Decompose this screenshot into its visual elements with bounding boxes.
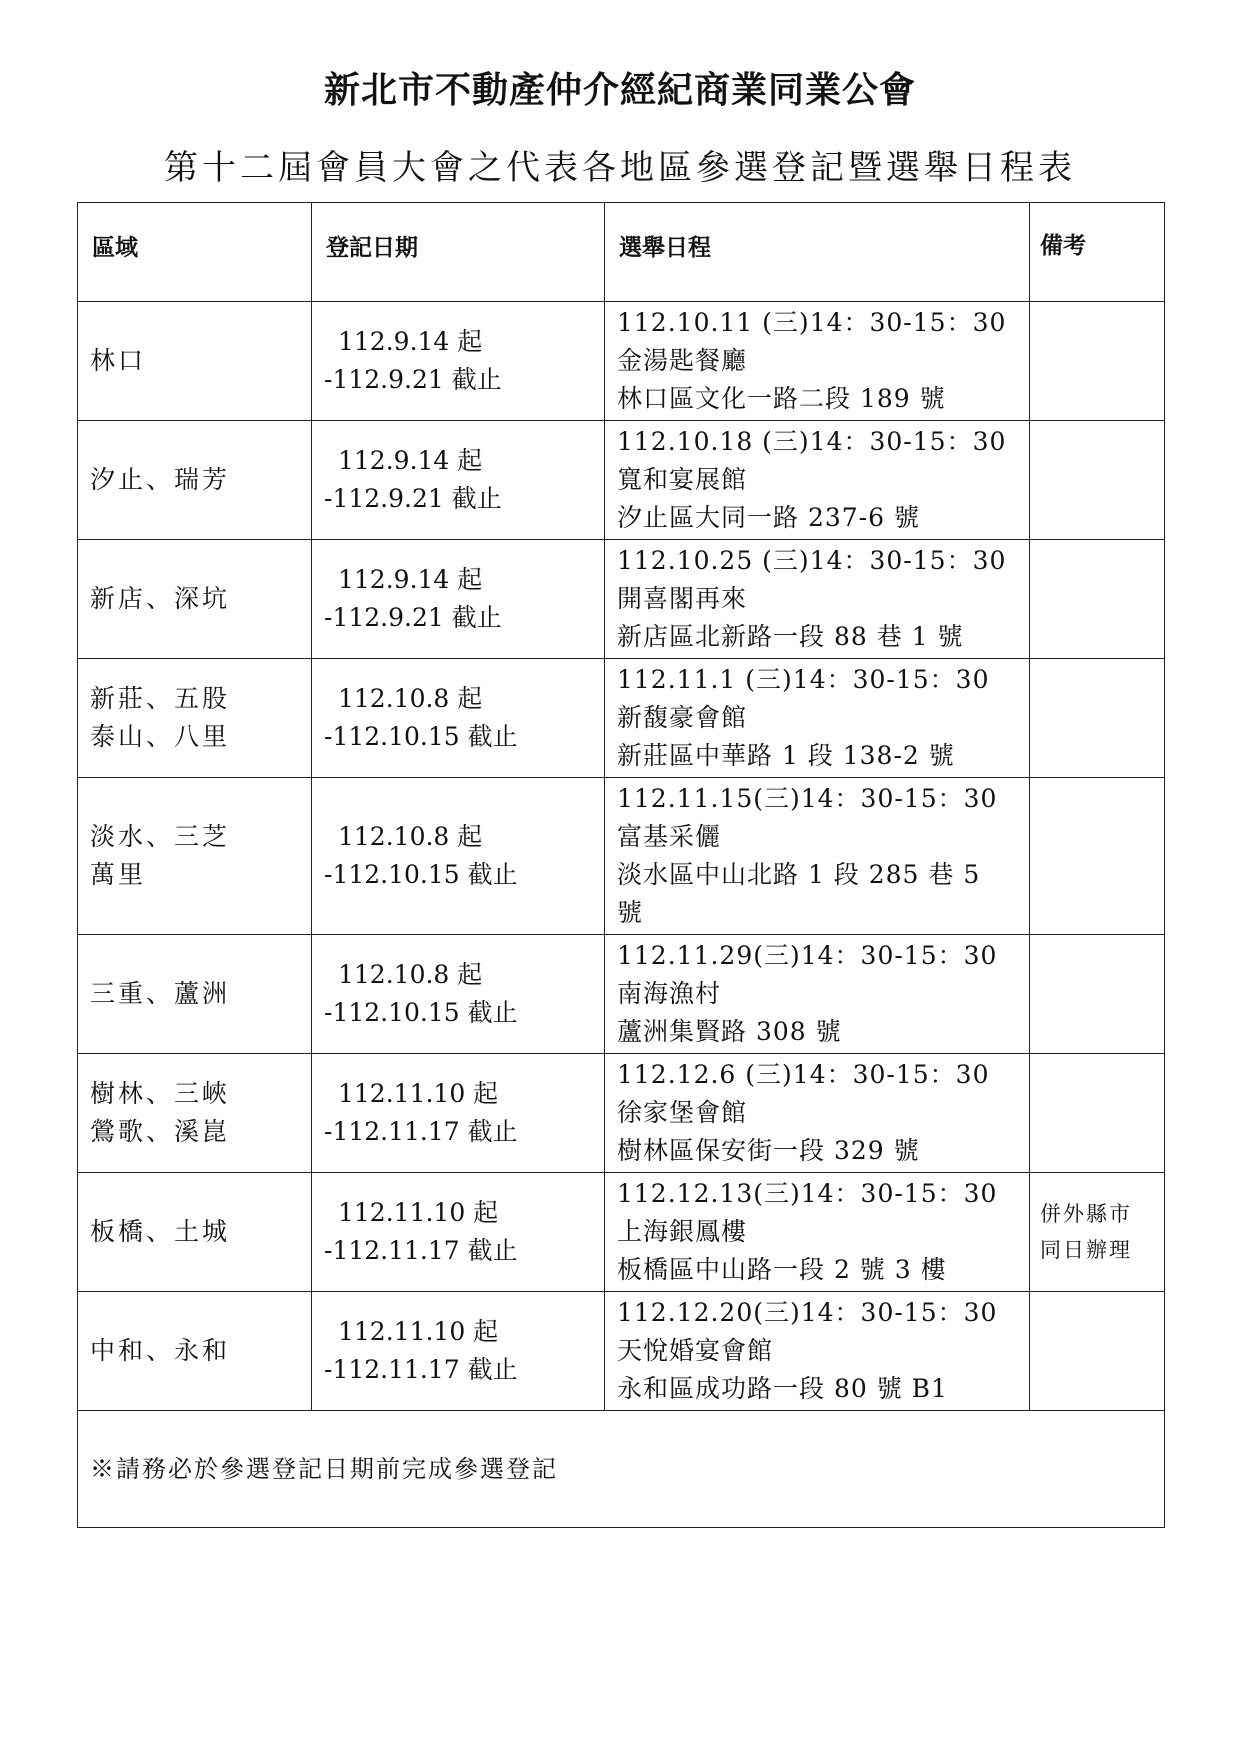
election-schedule-cell-line: 新馥豪會館 — [617, 703, 748, 732]
table-row — [78, 659, 1165, 778]
region-cell-line: 林口 — [90, 346, 147, 375]
election-schedule-cell — [605, 935, 1030, 1054]
registration-date-cell-line: -112.10.15 截止 — [324, 860, 518, 889]
registration-date-cell-line: 112.9.14 起 — [338, 327, 483, 356]
registration-date-cell-line: 112.11.10 起 — [338, 1198, 499, 1227]
region-cell — [78, 1173, 312, 1292]
registration-date-cell-line: -112.9.21 截止 — [324, 603, 502, 632]
election-schedule-cell-line: 淡水區中山北路 1 段 285 巷 5 — [617, 860, 981, 889]
election-schedule-cell-line: 永和區成功路一段 80 號 B1 — [617, 1374, 948, 1403]
election-schedule-cell-line: 112.12.6 (三)14：30-15：30 — [617, 1060, 990, 1089]
registration-date-cell-line: 112.9.14 起 — [338, 565, 483, 594]
registration-date-cell — [312, 778, 605, 935]
election-schedule-cell-line: 富基采儷 — [617, 822, 722, 851]
registration-date-cell — [312, 302, 605, 421]
election-schedule-cell — [605, 540, 1030, 659]
election-schedule-cell-line: 南海漁村 — [617, 979, 722, 1008]
remarks-cell — [1030, 1054, 1165, 1173]
header-registration-date: 登記日期 — [312, 203, 605, 302]
region-cell-line: 汐止、瑞芳 — [90, 465, 231, 494]
election-schedule-cell-line: 112.12.13(三)14：30-15：30 — [617, 1179, 998, 1208]
table-footer-row — [78, 1411, 1165, 1528]
election-schedule-cell-line: 徐家堡會館 — [617, 1098, 748, 1127]
registration-date-cell — [312, 1292, 605, 1411]
election-schedule-cell-line: 汐止區大同一路 237-6 號 — [617, 503, 920, 532]
election-schedule-cell — [605, 1173, 1030, 1292]
election-schedule-cell — [605, 1054, 1030, 1173]
remarks-cell — [1030, 935, 1165, 1054]
election-schedule-cell-line: 板橋區中山路一段 2 號 3 樓 — [617, 1255, 947, 1284]
table-row — [78, 1054, 1165, 1173]
region-cell-line: 中和、永和 — [90, 1336, 231, 1365]
election-schedule-cell-line: 金湯匙餐廳 — [617, 346, 748, 375]
registration-date-cell-line: -112.11.17 截止 — [324, 1355, 518, 1384]
registration-date-cell-line: -112.11.17 截止 — [324, 1117, 518, 1146]
registration-date-cell-line: -112.11.17 截止 — [324, 1236, 518, 1265]
region-cell — [78, 302, 312, 421]
region-cell-line: 三重、蘆洲 — [90, 979, 231, 1008]
registration-date-cell-line: 112.10.8 起 — [338, 822, 483, 851]
remarks-cell — [1030, 421, 1165, 540]
table-body — [78, 302, 1165, 1411]
header-region: 區域 — [78, 203, 312, 302]
election-schedule-cell — [605, 421, 1030, 540]
document-subtitle: 第十二屆會員大會之代表各地區參選登記暨選舉日程表 — [164, 148, 1076, 188]
registration-date-cell-line: 112.11.10 起 — [338, 1079, 499, 1108]
table-row — [78, 540, 1165, 659]
region-cell — [78, 540, 312, 659]
registration-date-cell-line: -112.10.15 截止 — [324, 722, 518, 751]
remarks-cell — [1030, 778, 1165, 935]
schedule-table — [77, 202, 1165, 1528]
election-schedule-cell — [605, 302, 1030, 421]
region-cell-line: 板橋、土城 — [90, 1217, 231, 1246]
election-schedule-cell-line: 112.11.15(三)14：30-15：30 — [617, 784, 998, 813]
registration-date-cell — [312, 1173, 605, 1292]
table-row — [78, 935, 1165, 1054]
region-cell-line: 萬里 — [90, 860, 147, 889]
region-cell — [78, 421, 312, 540]
election-schedule-cell-line: 112.11.1 (三)14：30-15：30 — [617, 665, 990, 694]
election-schedule-cell — [605, 778, 1030, 935]
remarks-cell — [1030, 659, 1165, 778]
table-row — [78, 302, 1165, 421]
region-cell-line: 泰山、八里 — [90, 722, 231, 751]
remarks-cell — [1030, 1173, 1165, 1292]
region-cell — [78, 935, 312, 1054]
registration-date-cell — [312, 935, 605, 1054]
election-schedule-cell-line: 新店區北新路一段 88 巷 1 號 — [617, 622, 964, 651]
election-schedule-cell — [605, 1292, 1030, 1411]
election-schedule-cell-line: 天悅婚宴會館 — [617, 1336, 774, 1365]
election-schedule-cell-line: 112.10.11 (三)14：30-15：30 — [617, 308, 1007, 337]
region-cell-line: 鶯歌、溪崑 — [90, 1117, 231, 1146]
region-cell-line: 新莊、五股 — [90, 684, 231, 713]
registration-date-cell — [312, 421, 605, 540]
election-schedule-cell-line: 林口區文化一路二段 189 號 — [617, 384, 946, 413]
registration-date-cell-line: 112.10.8 起 — [338, 684, 483, 713]
remarks-cell — [1030, 302, 1165, 421]
election-schedule-cell-line: 112.10.18 (三)14：30-15：30 — [617, 427, 1007, 456]
table-header-row — [78, 203, 1165, 302]
header-election-schedule: 選舉日程 — [605, 203, 1030, 302]
election-schedule-cell-line: 112.12.20(三)14：30-15：30 — [617, 1298, 998, 1327]
registration-date-cell-line: -112.9.21 截止 — [324, 365, 502, 394]
registration-date-cell — [312, 659, 605, 778]
election-schedule-cell-line: 寬和宴展館 — [617, 465, 748, 494]
table-row — [78, 1173, 1165, 1292]
region-cell — [78, 1054, 312, 1173]
remarks-cell-line: 併外縣市 — [1040, 1202, 1132, 1226]
registration-date-cell-line: 112.10.8 起 — [338, 960, 483, 989]
registration-date-cell-line: 112.9.14 起 — [338, 446, 483, 475]
election-schedule-cell-line: 樹林區保安街一段 329 號 — [617, 1136, 920, 1165]
remarks-cell — [1030, 540, 1165, 659]
election-schedule-cell-line: 上海銀鳳樓 — [617, 1217, 748, 1246]
registration-date-cell-line: 112.11.10 起 — [338, 1317, 499, 1346]
election-schedule-cell-line: 號 — [617, 898, 644, 927]
table-row — [78, 778, 1165, 935]
election-schedule-cell-line: 開喜閣再來 — [617, 584, 748, 613]
election-schedule-cell-line: 新莊區中華路 1 段 138-2 號 — [617, 741, 955, 770]
registration-date-cell-line: -112.9.21 截止 — [324, 484, 502, 513]
registration-date-cell-line: -112.10.15 截止 — [324, 998, 518, 1027]
remarks-cell — [1030, 1292, 1165, 1411]
region-cell-line: 淡水、三芝 — [90, 822, 231, 851]
region-cell — [78, 659, 312, 778]
remarks-cell-line: 同日辦理 — [1040, 1238, 1132, 1262]
region-cell — [78, 1292, 312, 1411]
election-schedule-cell — [605, 659, 1030, 778]
registration-date-cell — [312, 540, 605, 659]
election-schedule-cell-line: 蘆洲集賢路 308 號 — [617, 1017, 842, 1046]
registration-date-cell — [312, 1054, 605, 1173]
region-cell-line: 新店、深坑 — [90, 584, 231, 613]
footer-note: ※請務必於參選登記日期前完成參選登記 — [78, 1411, 1165, 1528]
table-row — [78, 1292, 1165, 1411]
election-schedule-cell-line: 112.11.29(三)14：30-15：30 — [617, 941, 998, 970]
region-cell-line: 樹林、三峽 — [90, 1079, 231, 1108]
table-row — [78, 421, 1165, 540]
header-remarks: 備考 — [1030, 203, 1165, 302]
region-cell — [78, 778, 312, 935]
document-title: 新北市不動產仲介經紀商業同業公會 — [323, 70, 916, 111]
election-schedule-cell-line: 112.10.25 (三)14：30-15：30 — [617, 546, 1007, 575]
